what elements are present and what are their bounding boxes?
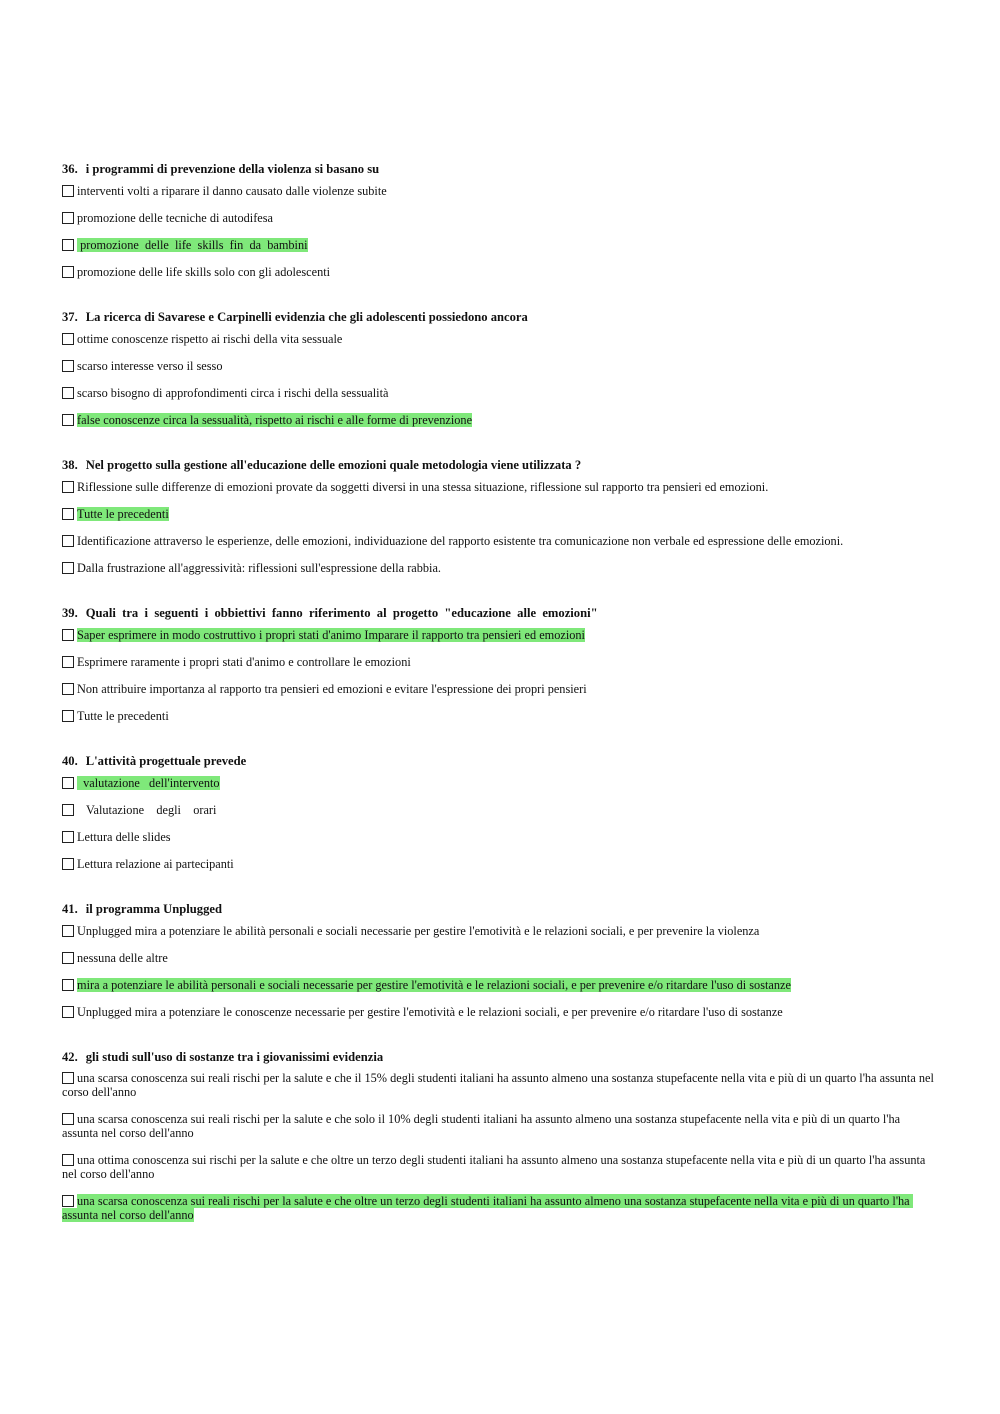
- question-40: [62, 752, 938, 883]
- question-title: [62, 456, 938, 474]
- answer-text: Unplugged mira a potenziare le conoscenze necessarie per gestire l'emotività e le relazioni sociali, e per prevenire e/o ritardare l'uso di sostanze: [77, 1005, 783, 1019]
- question-text: gli studi sull'uso di sostanze tra i giovanissimi evidenzia: [85, 1050, 384, 1064]
- question-text: Quali tra i seguenti i obbiettivi fanno riferimento al progetto "educazione alle emozioni": [85, 606, 598, 620]
- answer-text: Non attribuire importanza al rapporto tra pensieri ed emozioni e evitare l'espressione dei propri pensieri: [77, 682, 587, 696]
- checkbox-icon[interactable]: [62, 508, 74, 520]
- answer-text-highlighted: Saper esprimere in modo costruttivo i propri stati d'animo Imparare il rapporto tra pensieri ed emozioni: [77, 628, 585, 642]
- answer-text: ottime conoscenze rispetto ai rischi della vita sessuale: [77, 332, 343, 346]
- answer-text-highlighted: mira a potenziare le abilità personali e sociali necessarie per gestire l'emotività e le relazioni sociali, e per prevenire e/o ritardare l'uso di sostanze: [77, 978, 791, 992]
- checkbox-icon[interactable]: [62, 925, 74, 937]
- checkbox-icon[interactable]: [62, 777, 74, 789]
- question-39: [62, 604, 938, 735]
- answer-text-highlighted: promozione delle life skills fin da bambini: [77, 238, 308, 252]
- quiz-page: [62, 160, 938, 1252]
- answer-option[interactable]: [62, 358, 938, 385]
- answer-option[interactable]: [62, 210, 938, 237]
- question-number: 39.: [62, 606, 78, 620]
- checkbox-icon[interactable]: [62, 710, 74, 722]
- checkbox-icon[interactable]: [62, 535, 74, 547]
- answer-option-correct[interactable]: [62, 627, 938, 654]
- answer-text-highlighted: false conoscenze circa la sessualità, rispetto ai rischi e alle forme di prevenzione: [77, 413, 473, 427]
- answer-option-correct[interactable]: [62, 506, 938, 533]
- answer-option[interactable]: [62, 950, 938, 977]
- answer-option[interactable]: [62, 856, 938, 883]
- checkbox-icon[interactable]: [62, 1195, 74, 1207]
- checkbox-icon[interactable]: [62, 360, 74, 372]
- answer-text: scarso bisogno di approfondimenti circa i rischi della sessualità: [77, 386, 389, 400]
- checkbox-icon[interactable]: [62, 804, 74, 816]
- checkbox-icon[interactable]: [62, 1113, 74, 1125]
- question-text: Nel progetto sulla gestione all'educazione delle emozioni quale metodologia viene utilizzata ?: [85, 458, 582, 472]
- question-number: 41.: [62, 902, 78, 916]
- answer-text: una ottima conoscenza sui rischi per la salute e che oltre un terzo degli studenti italiani ha assunto almeno una sostanza stupefacente nella vita e più di un quarto l'ha assunta nel corso dell'anno: [62, 1153, 929, 1181]
- answer-option[interactable]: [62, 923, 938, 950]
- answer-option[interactable]: [62, 183, 938, 210]
- checkbox-icon[interactable]: [62, 831, 74, 843]
- question-number: 38.: [62, 458, 78, 472]
- answer-text: Unplugged mira a potenziare le abilità personali e sociali necessarie per gestire l'emotività e le relazioni sociali, e per prevenire la violenza: [77, 924, 760, 938]
- answer-text: Riflessione sulle differenze di emozioni provate da soggetti diversi in una stessa situazione, riflessione sul rapporto tra pensieri ed emozioni.: [77, 480, 769, 494]
- answer-text: una scarsa conoscenza sui reali rischi per la salute e che solo il 10% degli studenti italiani ha assunto almeno una sostanza stupefacente nella vita e più di un quarto l'ha assunta nel corso dell'anno: [62, 1112, 904, 1140]
- answer-text-highlighted: valutazione dell'intervento: [77, 776, 220, 790]
- answer-option[interactable]: [62, 802, 938, 829]
- checkbox-icon[interactable]: [62, 239, 74, 251]
- answer-option[interactable]: [62, 385, 938, 412]
- checkbox-icon[interactable]: [62, 683, 74, 695]
- checkbox-icon[interactable]: [62, 481, 74, 493]
- question-36: [62, 160, 938, 291]
- answer-option[interactable]: [62, 829, 938, 856]
- answer-option-correct[interactable]: [62, 977, 938, 1004]
- question-title: [62, 160, 938, 178]
- question-38: [62, 456, 938, 587]
- question-text: i programmi di prevenzione della violenza si basano su: [85, 162, 380, 176]
- answer-text: nessuna delle altre: [77, 951, 168, 965]
- question-title: [62, 900, 938, 918]
- question-number: 42.: [62, 1050, 78, 1064]
- answer-option[interactable]: [62, 708, 938, 735]
- question-37: [62, 308, 938, 439]
- answer-option[interactable]: [62, 331, 938, 358]
- answer-text-highlighted: una scarsa conoscenza sui reali rischi per la salute e che oltre un terzo degli studenti italiani ha assunto almeno una sostanza stupefacente nella vita e più di un quarto l'ha assunta nel corso dell'anno: [62, 1194, 913, 1222]
- question-title: [62, 752, 938, 770]
- answer-text: promozione delle life skills solo con gli adolescenti: [77, 265, 331, 279]
- checkbox-icon[interactable]: [62, 212, 74, 224]
- checkbox-icon[interactable]: [62, 414, 74, 426]
- question-title: [62, 604, 938, 622]
- checkbox-icon[interactable]: [62, 858, 74, 870]
- checkbox-icon[interactable]: [62, 266, 74, 278]
- checkbox-icon[interactable]: [62, 656, 74, 668]
- answer-option[interactable]: [62, 1112, 938, 1153]
- answer-option-correct[interactable]: [62, 1194, 938, 1235]
- answer-option[interactable]: [62, 264, 938, 291]
- checkbox-icon[interactable]: [62, 1072, 74, 1084]
- answer-text: interventi volti a riparare il danno causato dalle violenze subite: [77, 184, 387, 198]
- checkbox-icon[interactable]: [62, 1154, 74, 1166]
- answer-option-correct[interactable]: [62, 237, 938, 264]
- answer-option[interactable]: [62, 479, 938, 506]
- question-42: [62, 1048, 938, 1235]
- answer-text: Valutazione degli orari: [77, 803, 217, 817]
- answer-option[interactable]: [62, 1071, 938, 1112]
- answer-text: una scarsa conoscenza sui reali rischi per la salute e che il 15% degli studenti italiani ha assunto almeno una sostanza stupefacente nella vita e più di un quarto l'ha assunta nel corso dell'anno: [62, 1071, 937, 1099]
- answer-text: scarso interesse verso il sesso: [77, 359, 223, 373]
- checkbox-icon[interactable]: [62, 333, 74, 345]
- question-title: [62, 308, 938, 326]
- question-title: [62, 1048, 938, 1066]
- answer-text-highlighted: Tutte le precedenti: [77, 507, 169, 521]
- answer-option[interactable]: [62, 1004, 938, 1031]
- answer-text: Lettura relazione ai partecipanti: [77, 857, 234, 871]
- answer-option[interactable]: [62, 560, 938, 587]
- answer-text: Dalla frustrazione all'aggressività: riflessioni sull'espressione della rabbia.: [77, 561, 442, 575]
- answer-option[interactable]: [62, 654, 938, 681]
- answer-text: Identificazione attraverso le esperienze, delle emozioni, individuazione del rapporto esistente tra comunicazione non verbale ed espressione delle emozioni.: [77, 534, 844, 548]
- question-number: 40.: [62, 754, 78, 768]
- question-text: il programma Unplugged: [85, 902, 222, 916]
- checkbox-icon[interactable]: [62, 952, 74, 964]
- checkbox-icon[interactable]: [62, 185, 74, 197]
- answer-text: Lettura delle slides: [77, 830, 171, 844]
- question-text: La ricerca di Savarese e Carpinelli evidenzia che gli adolescenti possiedono ancora: [85, 310, 528, 324]
- question-number: 37.: [62, 310, 78, 324]
- checkbox-icon[interactable]: [62, 1006, 74, 1018]
- answer-option-correct[interactable]: [62, 775, 938, 802]
- checkbox-icon[interactable]: [62, 562, 74, 574]
- question-41: [62, 900, 938, 1031]
- question-text: L'attività progettuale prevede: [85, 754, 247, 768]
- answer-text: Esprimere raramente i propri stati d'animo e controllare le emozioni: [77, 655, 411, 669]
- answer-text: Tutte le precedenti: [77, 709, 169, 723]
- answer-text: promozione delle tecniche di autodifesa: [77, 211, 273, 225]
- checkbox-icon[interactable]: [62, 629, 74, 641]
- answer-option-correct[interactable]: [62, 412, 938, 439]
- checkbox-icon[interactable]: [62, 979, 74, 991]
- checkbox-icon[interactable]: [62, 387, 74, 399]
- question-number: 36.: [62, 162, 78, 176]
- answer-option[interactable]: [62, 1153, 938, 1194]
- answer-option[interactable]: [62, 681, 938, 708]
- answer-option[interactable]: [62, 533, 938, 560]
